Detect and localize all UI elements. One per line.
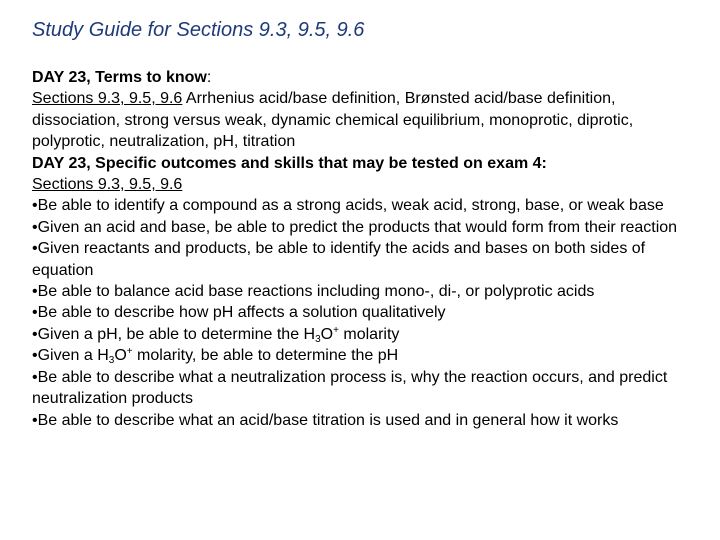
terms-list: Arrhenius acid/base definition, Brønsted acid/base definition, dissociation, strong versus weak, dynamic chemical equilibrium, monoprotic, diprotic, polyprotic, neutralization, pH, titration — [32, 90, 634, 151]
outcomes-heading: DAY 23, Specific outcomes and skills that may be tested on exam 4: — [32, 154, 547, 172]
page-title: Study Guide for Sections 9.3, 9.5, 9.6 — [32, 19, 365, 41]
bullet-7-superscript: + — [126, 346, 133, 358]
bullet-7-text-end: molarity, be able to determine the pH — [132, 347, 399, 365]
bullet-6-text: •Given a pH, be able to determine the H — [32, 325, 316, 343]
terms-paragraph — [32, 88, 702, 152]
outcome-bullet-4: •Be able to balance acid base reactions including mono-, di-, or polyprotic acids — [32, 283, 595, 301]
outcomes-sections-ref: Sections 9.3, 9.5, 9.6 — [32, 176, 183, 194]
outcome-bullet-7 — [32, 345, 702, 366]
bullet-6-superscript: + — [333, 324, 339, 336]
outcome-bullet-1: •Be able to identify a compound as a strong acids, weak acid, strong, base, or weak base — [32, 197, 664, 215]
outcome-bullet-8: •Be able to describe what a neutralization process is, why the reaction occurs, and predict neutralization products — [32, 368, 668, 408]
bullet-6-subscript: 3 — [315, 333, 321, 345]
outcome-bullet-2: •Given an acid and base, be able to predict the products that would form from their reaction — [32, 218, 678, 236]
terms-heading-colon: : — [206, 69, 212, 86]
bullet-6-text-end: molarity — [338, 325, 400, 343]
bullet-6-oxygen: O — [320, 325, 334, 343]
outcome-bullet-3: •Given reactants and products, be able to identify the acids and bases on both sides of equation — [32, 240, 646, 279]
study-guide-content — [32, 67, 702, 431]
bullet-7-text: •Given a H — [32, 347, 109, 365]
terms-sections-ref: Sections 9.3, 9.5, 9.6 — [32, 90, 183, 108]
bullet-7-subscript: 3 — [108, 355, 115, 367]
terms-heading-line — [32, 67, 702, 88]
outcome-bullet-9: •Be able to describe what an acid/base titration is used and in general how it works — [32, 411, 619, 429]
outcome-bullet-5: •Be able to describe how pH affects a solution qualitatively — [32, 304, 446, 322]
bullet-7-oxygen: O — [114, 347, 127, 365]
terms-heading: DAY 23, Terms to know — [32, 69, 207, 86]
outcome-bullet-6 — [32, 324, 702, 345]
